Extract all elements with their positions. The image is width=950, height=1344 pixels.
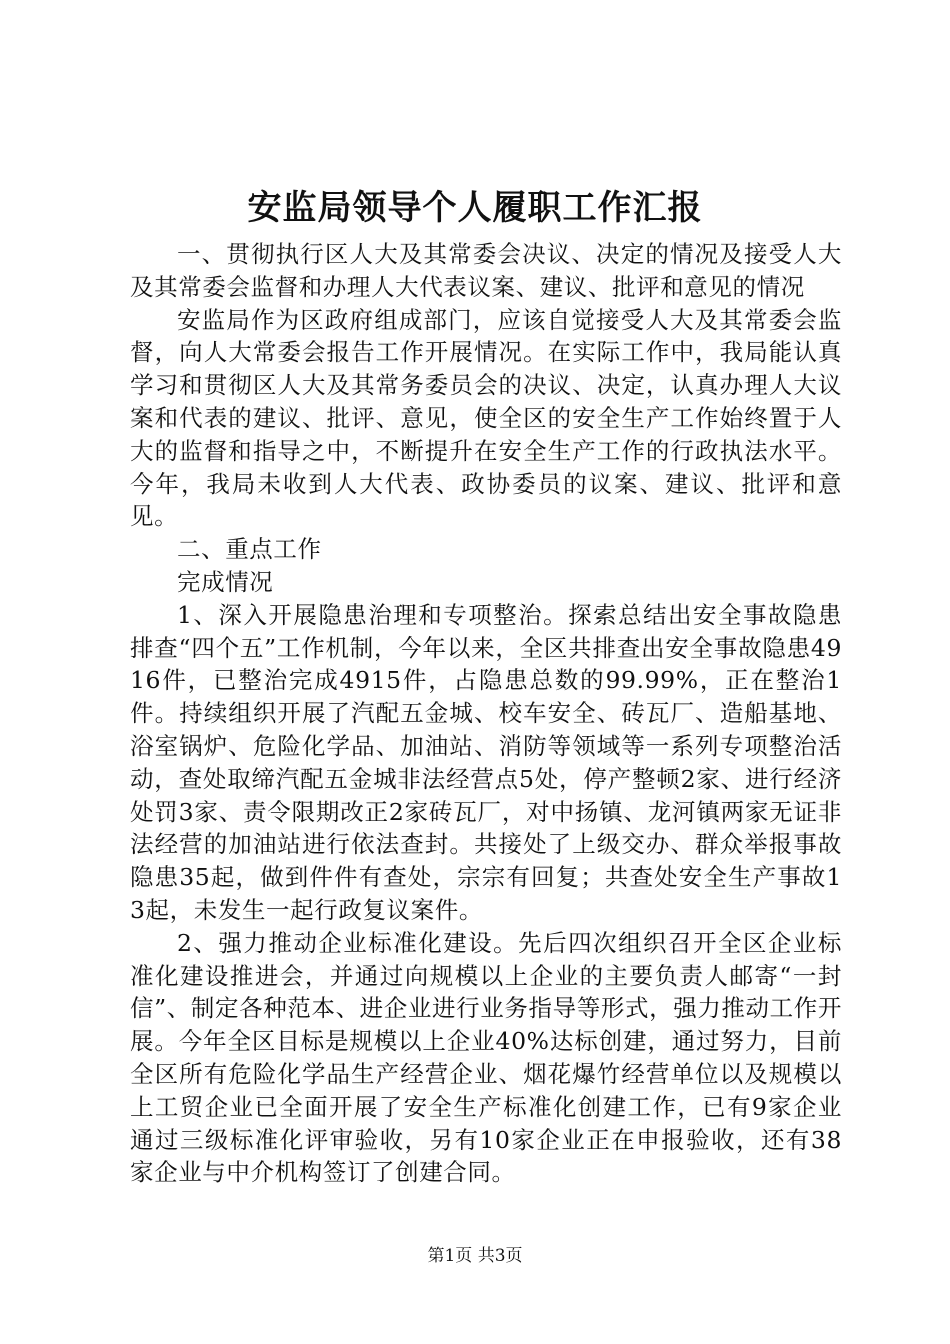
page-number-footer: 第1页 共3页 [427,1246,523,1266]
paragraph-standardization: 2、强力推动企业标准化建设。先后四次组织召开全区企业标准化建设推进会，并通过向规模以上企业的主要负责人邮寄“一封信”、制定各种范本、进企业进行业务指导等形式，强力推动工作开展。今年全区目标是规模以上企业40%达标创建，通过努力，目前全区所有危险化学品生产经营企业、烟花爆竹经营单位以及规模以上工贸企业已全面开展了安全生产标准化创建工作，已有9家企业通过三级标准化评审验收，另有10家企业正在申报验收，还有38家企业与中介机构签订了创建合同。 [130,928,842,1187]
document-title: 安监局领导个人履职工作汇报 [247,188,703,228]
paragraph-hazard-governance: 1、深入开展隐患治理和专项整治。探索总结出安全事故隐患排查“四个五”工作机制，今年以来，全区共排查出安全事故隐患4916件，已整治完成4915件，占隐患总数的99.99%，正在整治1件。持续组织开展了汽配五金城、校车安全、砖瓦厂、造船基地、浴室锅炉、危险化学品、加油站、消防等领域等一系列专项整治活动，查处取缔汽配五金城非法经营点5处，停产整顿2家、进行经济处罚3家、责令限期改正2家砖瓦厂，对中扬镇、龙河镇两家无证非法经营的加油站进行依法查封。共接处了上级交办、群众举报事故隐患35起，做到件件有查处，宗宗有回复；共查处安全生产事故13起，未发生一起行政复议案件。 [130,600,842,924]
paragraph-section-one-heading: 一、贯彻执行区人大及其常委会决议、决定的情况及接受人大及其常委会监督和办理人大代表议案、建议、批评和意见的情况 [130,240,842,301]
paragraph-completion-heading: 完成情况 [177,567,274,596]
paragraph-section-two-heading: 二、重点工作 [177,535,322,564]
paragraph-supervision: 安监局作为区政府组成部门，应该自觉接受人大及其常委会监督，向人大常委会报告工作开展情况。在实际工作中，我局能认真学习和贯彻区人大及其常务委员会的决议、决定，认真办理人大议案和代表的建议、批评、意见，使全区的安全生产工作始终置于人大的监督和指导之中，不断提升在安全生产工作的行政执法水平。今年，我局未收到人大代表、政协委员的议案、建议、批评和意见。 [130,305,842,531]
document-body [130,238,842,1189]
